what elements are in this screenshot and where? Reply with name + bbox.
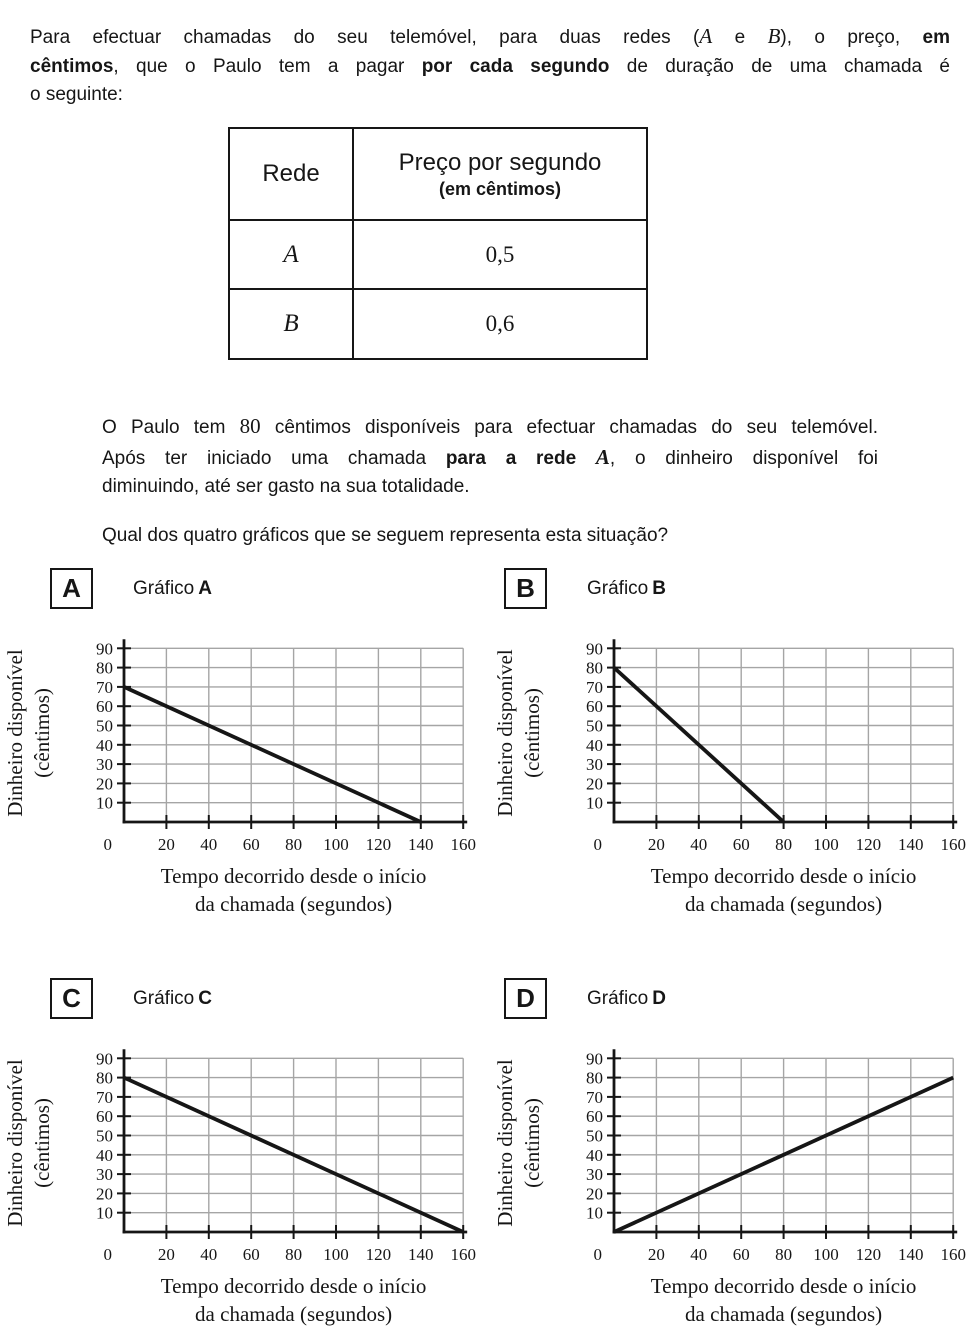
bold-run: para a rede bbox=[445, 447, 596, 469]
svg-text:40: 40 bbox=[96, 1145, 113, 1165]
chart-cell-c bbox=[0, 970, 490, 1331]
text-run: ), o preço, bbox=[780, 27, 923, 48]
svg-text:80: 80 bbox=[96, 1068, 113, 1088]
chart-svg bbox=[490, 1030, 980, 1330]
table-header-rede bbox=[229, 128, 353, 220]
svg-text:70: 70 bbox=[96, 1087, 113, 1107]
svg-text:10: 10 bbox=[586, 1203, 603, 1223]
svg-text:80: 80 bbox=[285, 835, 303, 854]
svg-text:(cêntimos): (cêntimos) bbox=[520, 1098, 544, 1188]
gridlines bbox=[614, 648, 953, 822]
bold-run: por cada segundo bbox=[421, 55, 610, 77]
intro-line-3 bbox=[30, 81, 950, 110]
svg-text:40: 40 bbox=[586, 735, 603, 755]
svg-text:Dinheiro disponível: Dinheiro disponível bbox=[3, 1059, 27, 1227]
option-head-a bbox=[50, 568, 212, 609]
header-preco-sublabel: (em cêntimos) bbox=[438, 178, 562, 199]
chart-option-a[interactable] bbox=[0, 620, 490, 920]
svg-text:50: 50 bbox=[96, 716, 113, 736]
chart-title-prefix: Gráfico bbox=[133, 577, 195, 599]
svg-text:20: 20 bbox=[157, 835, 175, 854]
chart-svg bbox=[490, 620, 980, 920]
x-axis-label bbox=[161, 1274, 427, 1326]
y-axis-label bbox=[3, 649, 54, 817]
text-run: Para efectuar chamadas do seu telemóvel, para duas redes ( bbox=[30, 27, 700, 48]
chart-option-d[interactable] bbox=[490, 1030, 980, 1330]
svg-text:100: 100 bbox=[323, 1245, 349, 1264]
question-run: Qual dos quatro gráficos que se seguem representa esta situação? bbox=[102, 525, 669, 546]
svg-text:80: 80 bbox=[285, 1245, 303, 1264]
cell-preco-b bbox=[353, 289, 647, 359]
cell-preco-a bbox=[353, 220, 647, 289]
chart-svg bbox=[0, 620, 490, 920]
table-header-row bbox=[229, 128, 647, 220]
data-line bbox=[124, 687, 421, 822]
svg-text:da chamada (segundos): da chamada (segundos) bbox=[685, 1302, 883, 1326]
svg-text:40: 40 bbox=[690, 835, 708, 854]
body-line-1 bbox=[102, 412, 878, 443]
svg-text:10: 10 bbox=[96, 793, 113, 813]
svg-text:60: 60 bbox=[732, 1245, 750, 1264]
svg-text:120: 120 bbox=[855, 1245, 882, 1264]
svg-text:da chamada (segundos): da chamada (segundos) bbox=[195, 1302, 393, 1326]
text-run: Após ter iniciado uma chamada bbox=[102, 447, 446, 469]
rede-a-label: A bbox=[283, 240, 299, 268]
svg-text:40: 40 bbox=[200, 1245, 218, 1264]
tick-marks bbox=[117, 648, 463, 829]
chart-title-prefix: Gráfico bbox=[133, 987, 195, 1009]
question-text bbox=[102, 522, 902, 551]
header-rede-label: Rede bbox=[262, 160, 320, 187]
svg-text:(cêntimos): (cêntimos) bbox=[520, 688, 544, 778]
svg-text:(cêntimos): (cêntimos) bbox=[30, 1098, 54, 1188]
text-run: o seguinte: bbox=[30, 84, 123, 105]
svg-text:120: 120 bbox=[365, 835, 392, 854]
svg-text:20: 20 bbox=[96, 1184, 113, 1204]
svg-text:0: 0 bbox=[103, 835, 112, 854]
svg-text:80: 80 bbox=[775, 1245, 793, 1264]
svg-text:160: 160 bbox=[940, 835, 966, 854]
bold-run: em bbox=[922, 27, 951, 48]
option-head-d bbox=[504, 978, 666, 1019]
svg-text:90: 90 bbox=[586, 1049, 603, 1069]
svg-text:100: 100 bbox=[323, 835, 349, 854]
svg-text:30: 30 bbox=[96, 755, 113, 775]
text-run: , o dinheiro disponível foi bbox=[609, 447, 879, 469]
option-box-c[interactable] bbox=[50, 978, 93, 1019]
svg-text:60: 60 bbox=[96, 697, 113, 717]
tick-marks bbox=[117, 1058, 463, 1239]
price-table bbox=[228, 127, 648, 360]
option-letter-b: B bbox=[516, 573, 535, 603]
svg-text:50: 50 bbox=[96, 1126, 113, 1146]
svg-text:100: 100 bbox=[813, 1245, 839, 1264]
svg-text:Tempo decorrido desde o início: Tempo decorrido desde o início bbox=[650, 864, 917, 888]
svg-text:60: 60 bbox=[96, 1107, 113, 1127]
svg-text:Tempo decorrido desde o início: Tempo decorrido desde o início bbox=[160, 1274, 427, 1298]
svg-text:0: 0 bbox=[103, 1245, 112, 1264]
svg-text:140: 140 bbox=[408, 835, 434, 854]
svg-text:140: 140 bbox=[898, 835, 924, 854]
chart-title-a bbox=[133, 578, 212, 600]
chart-cell-a bbox=[0, 560, 490, 970]
option-letter-a: A bbox=[62, 573, 81, 603]
chart-cell-b bbox=[490, 560, 980, 970]
option-letter-d: D bbox=[516, 983, 535, 1013]
svg-text:20: 20 bbox=[647, 835, 665, 854]
svg-text:140: 140 bbox=[408, 1245, 434, 1264]
svg-text:60: 60 bbox=[242, 835, 260, 854]
svg-text:120: 120 bbox=[365, 1245, 392, 1264]
text-run: O Paulo tem bbox=[102, 417, 240, 438]
svg-text:160: 160 bbox=[450, 835, 476, 854]
svg-text:90: 90 bbox=[96, 639, 113, 659]
svg-text:0: 0 bbox=[593, 835, 602, 854]
svg-text:80: 80 bbox=[586, 1068, 603, 1088]
rede-b-label: B bbox=[283, 310, 299, 337]
svg-text:40: 40 bbox=[586, 1145, 603, 1165]
chart-option-b[interactable] bbox=[490, 620, 980, 920]
chart-svg bbox=[0, 1030, 490, 1330]
chart-title-letter: A bbox=[198, 577, 212, 599]
svg-text:20: 20 bbox=[157, 1245, 175, 1264]
x-axis-label bbox=[161, 864, 427, 916]
bold-run: cêntimos bbox=[30, 55, 114, 77]
chart-title-letter: C bbox=[198, 987, 212, 1009]
svg-text:10: 10 bbox=[96, 1203, 113, 1223]
svg-text:60: 60 bbox=[586, 697, 603, 717]
text-run: diminuindo, até ser gasto na sua totalidade. bbox=[102, 476, 470, 497]
svg-text:70: 70 bbox=[96, 677, 113, 697]
svg-text:60: 60 bbox=[242, 1245, 260, 1264]
svg-text:30: 30 bbox=[586, 1165, 603, 1185]
text-run: , que o Paulo tem a pagar bbox=[113, 55, 422, 77]
chart-cell-d bbox=[490, 970, 980, 1331]
svg-text:40: 40 bbox=[96, 735, 113, 755]
svg-text:Tempo decorrido desde o início: Tempo decorrido desde o início bbox=[160, 864, 427, 888]
svg-text:20: 20 bbox=[96, 774, 113, 794]
table-row-b bbox=[229, 289, 647, 359]
chart-title-prefix: Gráfico bbox=[587, 577, 649, 599]
math-var-b: B bbox=[767, 24, 781, 48]
svg-text:40: 40 bbox=[690, 1245, 708, 1264]
option-box-d[interactable] bbox=[504, 978, 547, 1019]
math-var-a: A bbox=[699, 24, 713, 48]
svg-text:160: 160 bbox=[450, 1245, 476, 1264]
intro-paragraph bbox=[30, 22, 950, 110]
y-axis-label bbox=[3, 1059, 54, 1227]
x-axis-label bbox=[651, 1274, 917, 1326]
gridlines bbox=[614, 1058, 953, 1232]
svg-text:50: 50 bbox=[586, 716, 603, 736]
y-axis-label bbox=[493, 1059, 544, 1227]
table-row-a bbox=[229, 220, 647, 289]
svg-text:90: 90 bbox=[96, 1049, 113, 1069]
svg-text:20: 20 bbox=[586, 774, 603, 794]
svg-text:70: 70 bbox=[586, 677, 603, 697]
svg-text:160: 160 bbox=[940, 1245, 966, 1264]
svg-text:Dinheiro disponível: Dinheiro disponível bbox=[3, 649, 27, 817]
y-axis-label bbox=[493, 649, 544, 817]
chart-title-prefix: Gráfico bbox=[587, 987, 649, 1009]
tick-marks bbox=[607, 648, 953, 829]
option-letter-c: C bbox=[62, 983, 81, 1013]
table-header-preco bbox=[353, 128, 647, 220]
svg-text:100: 100 bbox=[813, 835, 839, 854]
svg-text:Tempo decorrido desde o início: Tempo decorrido desde o início bbox=[650, 1274, 917, 1298]
text-run: cêntimos disponíveis para efectuar chamadas do seu telemóvel. bbox=[260, 417, 878, 438]
intro-line-2 bbox=[30, 53, 950, 82]
svg-text:20: 20 bbox=[647, 1245, 665, 1264]
svg-text:80: 80 bbox=[586, 658, 603, 678]
chart-option-c[interactable] bbox=[0, 1030, 490, 1330]
svg-text:30: 30 bbox=[586, 755, 603, 775]
svg-text:90: 90 bbox=[586, 639, 603, 659]
chart-title-letter: B bbox=[652, 577, 666, 599]
gridlines bbox=[124, 1058, 463, 1232]
body-paragraph bbox=[102, 412, 878, 502]
svg-text:80: 80 bbox=[775, 835, 793, 854]
option-box-b[interactable] bbox=[504, 568, 547, 609]
svg-text:70: 70 bbox=[586, 1087, 603, 1107]
preco-a-value: 0,5 bbox=[485, 241, 515, 267]
svg-text:da chamada (segundos): da chamada (segundos) bbox=[195, 892, 393, 916]
svg-text:Dinheiro disponível: Dinheiro disponível bbox=[493, 649, 517, 817]
chart-title-d bbox=[587, 988, 666, 1010]
svg-text:20: 20 bbox=[586, 1184, 603, 1204]
text-run: e bbox=[712, 27, 768, 48]
cell-rede-b bbox=[229, 289, 353, 359]
svg-text:0: 0 bbox=[593, 1245, 602, 1264]
svg-text:60: 60 bbox=[586, 1107, 603, 1127]
math-var-a-bold: A bbox=[595, 444, 610, 469]
svg-text:30: 30 bbox=[96, 1165, 113, 1185]
chart-title-letter: D bbox=[652, 987, 666, 1009]
svg-text:140: 140 bbox=[898, 1245, 924, 1264]
svg-text:10: 10 bbox=[586, 793, 603, 813]
cell-rede-a bbox=[229, 220, 353, 289]
svg-text:da chamada (segundos): da chamada (segundos) bbox=[685, 892, 883, 916]
svg-text:40: 40 bbox=[200, 835, 218, 854]
chart-title-b bbox=[587, 578, 666, 600]
body-line-2 bbox=[102, 443, 878, 474]
chart-title-c bbox=[133, 988, 212, 1010]
svg-text:50: 50 bbox=[586, 1126, 603, 1146]
svg-text:80: 80 bbox=[96, 658, 113, 678]
text-run: de duração de uma chamada é bbox=[609, 55, 950, 77]
intro-line-1 bbox=[30, 22, 950, 53]
option-head-c bbox=[50, 978, 212, 1019]
option-box-a[interactable] bbox=[50, 568, 93, 609]
x-axis-label bbox=[651, 864, 917, 916]
header-preco-label: Preço por segundo bbox=[398, 148, 602, 176]
body-line-3 bbox=[102, 473, 878, 502]
gridlines bbox=[124, 648, 463, 822]
svg-text:120: 120 bbox=[855, 835, 882, 854]
option-head-b bbox=[504, 568, 666, 609]
svg-text:60: 60 bbox=[732, 835, 750, 854]
preco-b-value: 0,6 bbox=[485, 311, 515, 336]
svg-text:(cêntimos): (cêntimos) bbox=[30, 688, 54, 778]
math-num-80: 80 bbox=[239, 414, 261, 438]
svg-text:Dinheiro disponível: Dinheiro disponível bbox=[493, 1059, 517, 1227]
